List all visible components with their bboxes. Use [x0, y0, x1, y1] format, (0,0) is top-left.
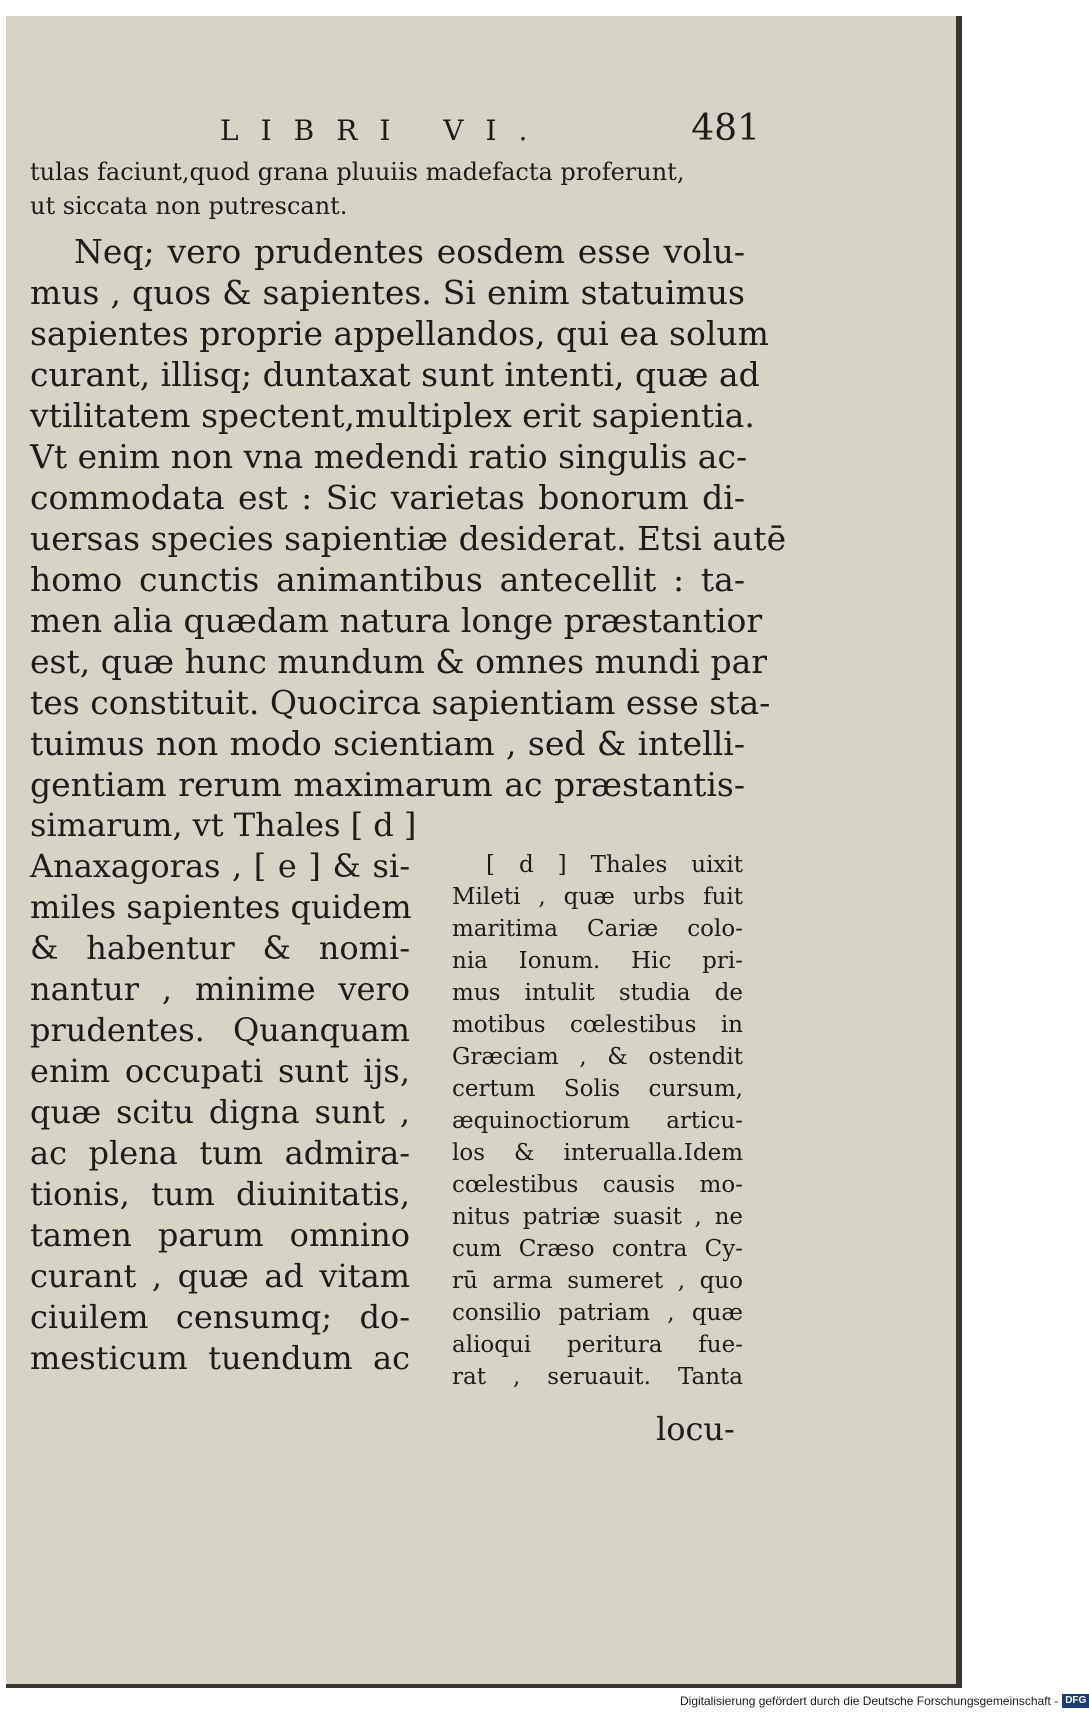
text-line: tes constituit. Quocirca sapientiam esse sta-	[30, 683, 771, 722]
running-title: LIBRI VI.	[220, 114, 550, 147]
note-line: [ d ] Thales uixit	[486, 852, 743, 878]
text-line: curant , quæ ad vitam	[30, 1257, 410, 1295]
text-line: miles sapientes quidem	[30, 888, 412, 926]
text-line: tulas faciunt,quod grana pluuiis madefacta proferunt,	[30, 158, 685, 186]
text-line: nantur , minime vero	[30, 970, 410, 1008]
text-line: homo cunctis animantibus antecellit : ta-	[30, 560, 745, 599]
note-line: rū arma sumeret , quo	[452, 1268, 743, 1294]
catchword: locu-	[656, 1410, 735, 1448]
page-number: 481	[691, 108, 760, 149]
dfg-logo-icon: DFG	[1062, 1694, 1089, 1708]
page-header	[220, 108, 760, 149]
note-line: maritima Cariæ colo-	[452, 916, 743, 942]
note-line: mus intulit studia de	[452, 980, 743, 1006]
text-line: quæ scitu digna sunt ,	[30, 1093, 410, 1131]
text-line: prudentes. Quanquam	[30, 1011, 410, 1049]
note-line: nitus patriæ suasit , ne	[452, 1204, 743, 1230]
text-line: men alia quædam natura longe præstantior	[30, 601, 763, 640]
note-line: cum Cræso contra Cy-	[452, 1236, 743, 1262]
text-line: tuimus non modo scientiam , sed & intelli-	[30, 724, 745, 763]
note-line: æquinoctiorum articu-	[452, 1108, 743, 1134]
text-line: curant, illisq; duntaxat sunt intenti, quæ ad	[30, 355, 760, 394]
text-line: mus , quos & sapientes. Si enim statuimus	[30, 273, 745, 312]
text-line: uersas species sapientiæ desiderat. Etsi autē	[30, 519, 787, 558]
note-line: Mileti , quæ urbs fuit	[452, 884, 743, 910]
text-line: Anaxagoras , [ e ] & si-	[30, 847, 410, 885]
note-line: motibus cœlestibus in	[452, 1012, 743, 1038]
text-line: ut siccata non putrescant.	[30, 192, 348, 220]
text-line: commodata est : Sic varietas bonorum di-	[30, 478, 745, 517]
text-line: tamen parum omnino	[30, 1216, 410, 1254]
text-line: & habentur & nomi-	[30, 929, 410, 967]
text-line: Vt enim non vna medendi ratio singulis ac-	[30, 437, 748, 476]
text-line: vtilitatem spectent,multiplex erit sapientia.	[30, 396, 755, 435]
text-line: sapientes proprie appellandos, qui ea solum	[30, 314, 769, 353]
credit-text: Digitalisierung gefördert durch die Deutsche Forschungsgemeinschaft -	[680, 1694, 1059, 1708]
text-line: tionis, tum diuinitatis,	[30, 1175, 410, 1213]
note-line: los & interualla.Idem	[452, 1140, 743, 1166]
text-line: est, quæ hunc mundum & omnes mundi par	[30, 642, 768, 681]
text-line: gentiam rerum maximarum ac præstantis-	[30, 765, 745, 804]
digitization-credit	[680, 1694, 1087, 1708]
note-line: nia Ionum. Hic pri-	[452, 948, 743, 974]
note-line: Græciam , & ostendit	[452, 1044, 743, 1070]
note-line: rat , seruauit. Tanta	[452, 1364, 743, 1390]
note-line: alioqui peritura fue-	[452, 1332, 743, 1358]
text-line: ac plena tum admira-	[30, 1134, 410, 1172]
text-line: mesticum tuendum ac	[30, 1339, 410, 1377]
text-line: enim occupati sunt ijs,	[30, 1052, 410, 1090]
note-line: consilio patriam , quæ	[452, 1300, 743, 1326]
text-line: ciuilem censumq; do-	[30, 1298, 410, 1336]
note-line: cœlestibus causis mo-	[452, 1172, 743, 1198]
text-line: Neq; vero prudentes eosdem esse volu-	[74, 232, 745, 271]
note-line: certum Solis cursum,	[452, 1076, 743, 1102]
text-line: simarum, vt Thales [ d ]	[30, 806, 417, 844]
